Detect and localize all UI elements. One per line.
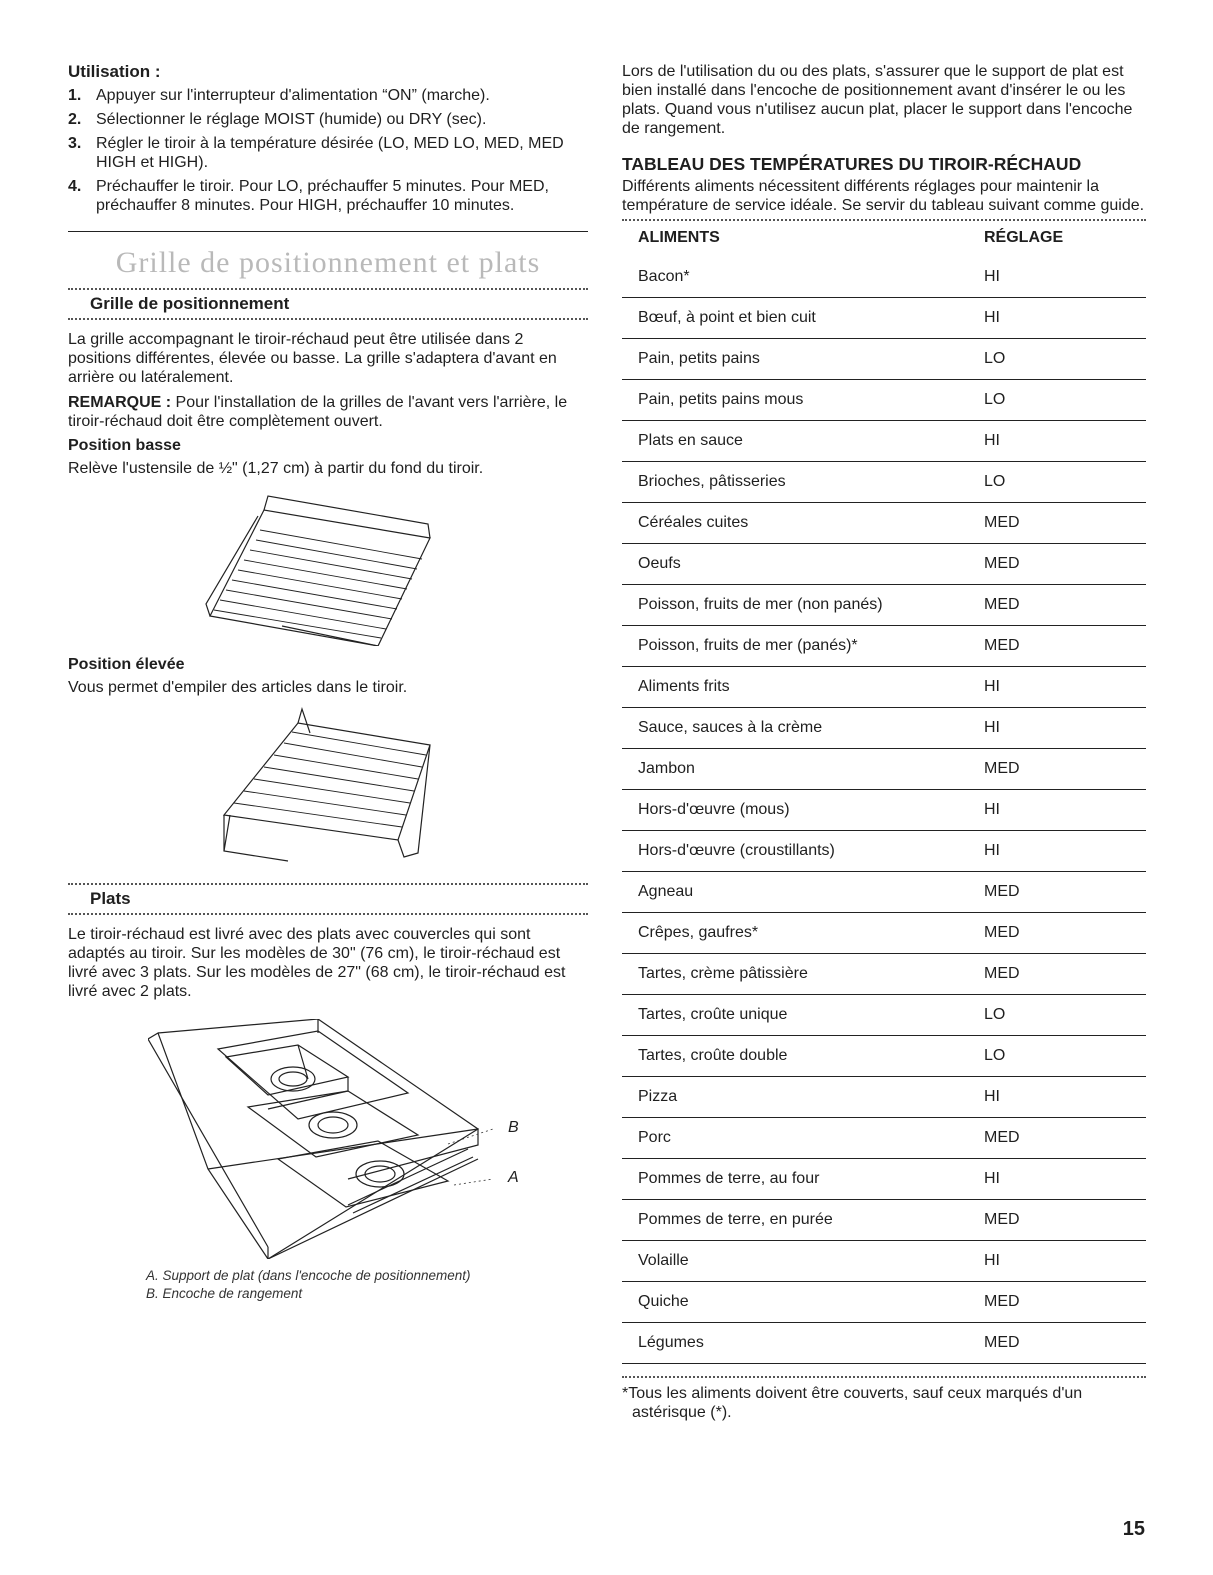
high-position-text: Vous permet d'empiler des articles dans le tiroir. (68, 679, 408, 696)
dotted-divider (68, 913, 588, 915)
table-footnote: *Tous les aliments doivent être couverts, sauf ceux marqués d'un astérisque (*). (622, 1385, 1083, 1421)
food-cell: Brioches, pâtisseries (622, 462, 984, 503)
drawer-pans-illustration (148, 1019, 528, 1259)
setting-cell: MED (984, 954, 1146, 995)
high-position-heading: Position élevée (68, 656, 185, 673)
rack-heading: Grille de positionnement (90, 294, 290, 313)
dotted-divider (622, 1376, 1146, 1378)
table-header-row (622, 221, 1146, 257)
food-cell: Aliments frits (622, 667, 984, 708)
food-cell: Pommes de terre, au four (622, 1159, 984, 1200)
setting-cell: MED (984, 872, 1146, 913)
setting-cell: MED (984, 544, 1146, 585)
table-row (622, 708, 1146, 749)
usage-heading: Utilisation : (68, 62, 161, 81)
food-cell: Plats en sauce (622, 421, 984, 462)
food-cell: Légumes (622, 1323, 984, 1364)
setting-cell: HI (984, 1077, 1146, 1118)
food-cell: Pain, petits pains (622, 339, 984, 380)
low-rack-illustration (198, 486, 458, 646)
caption-a: A. Support de plat (dans l'encoche de positionnement) (146, 1268, 471, 1283)
setting-cell: LO (984, 462, 1146, 503)
food-cell: Hors-d'œuvre (croustillants) (622, 831, 984, 872)
setting-cell: LO (984, 380, 1146, 421)
food-cell: Hors-d'œuvre (mous) (622, 790, 984, 831)
step-item: 1. Appuyer sur l'interrupteur d'alimentation “ON” (marche). (68, 87, 490, 104)
pans-support-intro: Lors de l'utilisation du ou des plats, s'assurer que le support de plat est bien installé dans l'encoche de positionnement avant d'insérer le ou les plats. Quand vous n'utilisez aucun plat, placer le support dans l'encoche de rangement. (622, 63, 1133, 137)
setting-cell: LO (984, 1036, 1146, 1077)
setting-cell: MED (984, 1200, 1146, 1241)
setting-cell: HI (984, 257, 1146, 298)
table-row (622, 1282, 1146, 1323)
food-cell: Poisson, fruits de mer (non panés) (622, 585, 984, 626)
food-cell: Pain, petits pains mous (622, 380, 984, 421)
food-cell: Quiche (622, 1282, 984, 1323)
food-cell: Poisson, fruits de mer (panés)* (622, 626, 984, 667)
table-row (622, 1077, 1146, 1118)
food-cell: Céréales cuites (622, 503, 984, 544)
caption-b: B. Encoche de rangement (146, 1286, 303, 1301)
setting-cell: HI (984, 790, 1146, 831)
pans-heading: Plats (90, 889, 131, 908)
table-row (622, 503, 1146, 544)
table-row (622, 1159, 1146, 1200)
table-row (622, 995, 1146, 1036)
food-cell: Tartes, crème pâtissière (622, 954, 984, 995)
table-row (622, 1118, 1146, 1159)
low-position-text: Relève l'ustensile de ½" (1,27 cm) à partir du fond du tiroir. (68, 460, 484, 477)
table-row (622, 790, 1146, 831)
setting-cell: HI (984, 708, 1146, 749)
label-a: A (508, 1169, 519, 1186)
note-text: Pour l'installation de la grilles de l'avant vers l'arrière, le tiroir-réchaud doit être complètement ouvert. (68, 394, 568, 430)
step-item: 2. Sélectionner le réglage MOIST (humide) ou DRY (sec). (68, 111, 487, 128)
table-row (622, 462, 1146, 503)
temperature-table (622, 221, 1146, 1364)
setting-cell: MED (984, 749, 1146, 790)
setting-cell: MED (984, 1282, 1146, 1323)
note-paragraph (68, 393, 588, 431)
table-row (622, 749, 1146, 790)
table-row (622, 421, 1146, 462)
table-row (622, 831, 1146, 872)
figure-captions (68, 1267, 588, 1303)
pans-text: Le tiroir-réchaud est livré avec des plats avec couvercles qui sont adaptés au tiroir. Sur les modèles de 30" (76 cm), le tiroir-réchaud est livré avec 3 plats. Sur les modèles de 27" (68 cm), le tiroir-réchaud est livré avec 2 plats. (68, 926, 566, 1000)
table-row (622, 257, 1146, 298)
table-row (622, 667, 1146, 708)
setting-cell: MED (984, 503, 1146, 544)
food-cell: Jambon (622, 749, 984, 790)
food-cell: Porc (622, 1118, 984, 1159)
table-row (622, 954, 1146, 995)
dotted-divider (68, 318, 588, 320)
food-cell: Volaille (622, 1241, 984, 1282)
table-row (622, 298, 1146, 339)
low-position-heading: Position basse (68, 437, 181, 454)
table-row (622, 1323, 1146, 1364)
table-row (622, 1200, 1146, 1241)
food-cell: Pommes de terre, en purée (622, 1200, 984, 1241)
food-cell: Sauce, sauces à la crème (622, 708, 984, 749)
food-cell: Bœuf, à point et bien cuit (622, 298, 984, 339)
left-column (68, 62, 588, 1303)
table-row (622, 585, 1146, 626)
table-row (622, 544, 1146, 585)
setting-cell: MED (984, 585, 1146, 626)
table-row (622, 872, 1146, 913)
label-b: B (508, 1119, 519, 1136)
step-item: 4. Préchauffer le tiroir. Pour LO, préchauffer 5 minutes. Pour MED, préchauffer 8 minutes. Pour HIGH, préchauffer 10 minutes. (68, 178, 549, 214)
setting-cell: HI (984, 1241, 1146, 1282)
food-cell: Bacon* (622, 257, 984, 298)
table-intro: Différents aliments nécessitent différents réglages pour maintenir la température de service idéale. Se servir du tableau suivant comme guide. (622, 178, 1145, 214)
table-title: TABLEAU DES TEMPÉRATURES DU TIROIR-RÉCHAUD (622, 154, 1082, 174)
usage-steps (68, 86, 588, 215)
food-cell: Tartes, croûte double (622, 1036, 984, 1077)
step-item: 3. Régler le tiroir à la température désirée (LO, MED LO, MED, MED HIGH et HIGH). (68, 135, 564, 171)
food-cell: Oeufs (622, 544, 984, 585)
setting-cell: HI (984, 421, 1146, 462)
table-body (622, 257, 1146, 1364)
food-cell: Tartes, croûte unique (622, 995, 984, 1036)
table-row (622, 380, 1146, 421)
table-row (622, 1241, 1146, 1282)
drawer-figure (68, 1019, 588, 1259)
food-cell: Pizza (622, 1077, 984, 1118)
food-cell: Agneau (622, 872, 984, 913)
column-header-food: ALIMENTS (638, 229, 720, 246)
setting-cell: MED (984, 913, 1146, 954)
table-row (622, 913, 1146, 954)
table-row (622, 626, 1146, 667)
page-number: 15 (1122, 1518, 1145, 1540)
setting-cell: MED (984, 1118, 1146, 1159)
setting-cell: HI (984, 298, 1146, 339)
column-header-setting: RÉGLAGE (984, 229, 1064, 246)
table-row (622, 1036, 1146, 1077)
setting-cell: MED (984, 626, 1146, 667)
right-column (622, 62, 1146, 1422)
section-divider (68, 231, 588, 232)
setting-cell: MED (984, 1323, 1146, 1364)
food-cell: Crêpes, gaufres* (622, 913, 984, 954)
setting-cell: HI (984, 667, 1146, 708)
setting-cell: LO (984, 339, 1146, 380)
setting-cell: LO (984, 995, 1146, 1036)
note-label: REMARQUE : (68, 394, 172, 411)
setting-cell: HI (984, 1159, 1146, 1200)
high-rack-illustration (198, 705, 458, 865)
rack-text: La grille accompagnant le tiroir-réchaud peut être utilisée dans 2 positions différentes, élevée ou basse. La grille s'adaptera d'avant en arrière ou latéralement. (68, 331, 557, 386)
section-title: Grille de positionnement et plats (115, 246, 541, 279)
setting-cell: HI (984, 831, 1146, 872)
table-row (622, 339, 1146, 380)
